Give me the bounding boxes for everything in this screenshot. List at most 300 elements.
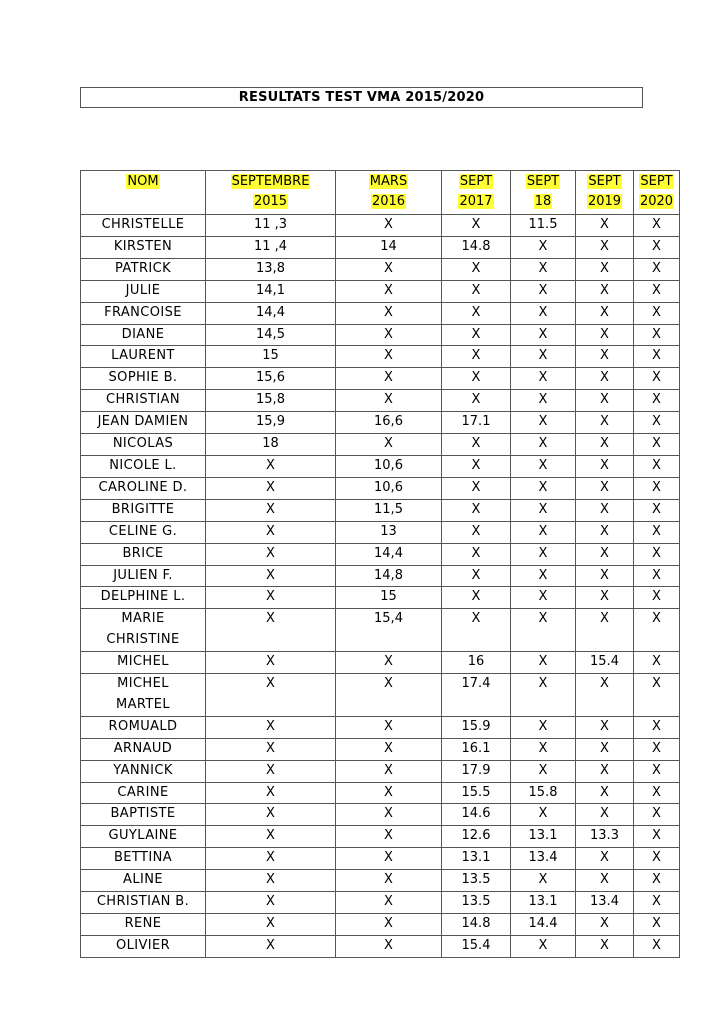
result-cell: X <box>336 760 442 782</box>
result-cell: X <box>442 543 511 565</box>
result-cell: X <box>576 914 634 936</box>
result-cell: X <box>576 499 634 521</box>
result-cell: 10,6 <box>336 477 442 499</box>
athlete-name-line: DIANE <box>121 326 165 342</box>
table-row <box>81 565 680 587</box>
result-cell: X <box>442 455 511 477</box>
athlete-name-cell <box>81 804 206 826</box>
athlete-name-cell <box>81 280 206 302</box>
result-cell: X <box>336 258 442 280</box>
result-cell: X <box>206 716 336 738</box>
table-row <box>81 782 680 804</box>
table-row <box>81 609 680 652</box>
athlete-name-line: MARIE <box>121 611 165 627</box>
result-cell: 17.9 <box>442 760 511 782</box>
result-cell: X <box>576 716 634 738</box>
result-cell: 11 ,4 <box>206 236 336 258</box>
result-cell: 13.5 <box>442 892 511 914</box>
result-cell: X <box>206 565 336 587</box>
result-cell: X <box>634 848 680 870</box>
result-cell: X <box>442 324 511 346</box>
result-cell: X <box>576 390 634 412</box>
result-cell: X <box>336 848 442 870</box>
result-cell: X <box>206 848 336 870</box>
result-cell: X <box>576 848 634 870</box>
table-row <box>81 652 680 674</box>
table-row <box>81 826 680 848</box>
athlete-name-line: CHRISTIAN <box>106 392 180 408</box>
result-cell: X <box>576 368 634 390</box>
athlete-name-cell <box>81 935 206 957</box>
result-cell: 14,8 <box>336 565 442 587</box>
table-row <box>81 258 680 280</box>
result-cell: 10,6 <box>336 455 442 477</box>
result-cell: X <box>511 521 576 543</box>
athlete-name-line: BETTINA <box>113 850 173 866</box>
result-cell: X <box>576 587 634 609</box>
result-cell: X <box>442 565 511 587</box>
header-sept-2020 <box>634 171 680 215</box>
table-row <box>81 412 680 434</box>
result-cell: X <box>634 302 680 324</box>
result-cell: 14.4 <box>511 914 576 936</box>
athlete-name-cell <box>81 652 206 674</box>
result-cell: X <box>511 280 576 302</box>
result-cell: 15.4 <box>576 652 634 674</box>
result-cell: X <box>511 477 576 499</box>
results-table-body <box>81 215 680 958</box>
athlete-name-line: NICOLE L. <box>109 457 177 473</box>
result-cell: X <box>576 782 634 804</box>
athlete-name-line: JULIEN F. <box>113 567 173 583</box>
result-cell: X <box>634 652 680 674</box>
result-cell: X <box>576 346 634 368</box>
table-row <box>81 848 680 870</box>
result-cell: X <box>511 716 576 738</box>
athlete-name-cell <box>81 455 206 477</box>
result-cell: X <box>634 412 680 434</box>
results-table <box>80 170 680 958</box>
result-cell: 13 <box>336 521 442 543</box>
result-cell: X <box>634 236 680 258</box>
result-cell: X <box>576 760 634 782</box>
result-cell: X <box>576 324 634 346</box>
result-cell: X <box>511 674 576 717</box>
result-cell: X <box>206 543 336 565</box>
header-label-line2: 2019 <box>587 194 622 209</box>
result-cell: X <box>336 804 442 826</box>
result-cell: X <box>206 935 336 957</box>
result-cell: X <box>442 609 511 652</box>
table-row <box>81 587 680 609</box>
athlete-name-line: MICHEL <box>117 654 169 670</box>
result-cell: X <box>576 280 634 302</box>
result-cell: X <box>634 477 680 499</box>
table-row <box>81 738 680 760</box>
result-cell: X <box>336 324 442 346</box>
athlete-name-cell <box>81 760 206 782</box>
result-cell: X <box>511 804 576 826</box>
result-cell: X <box>576 935 634 957</box>
table-row <box>81 935 680 957</box>
table-row <box>81 760 680 782</box>
table-row <box>81 455 680 477</box>
result-cell: X <box>511 455 576 477</box>
result-cell: X <box>336 826 442 848</box>
result-cell: X <box>576 215 634 237</box>
result-cell: X <box>511 587 576 609</box>
result-cell: X <box>511 434 576 456</box>
result-cell: X <box>576 455 634 477</box>
result-cell: X <box>634 738 680 760</box>
result-cell: 15,8 <box>206 390 336 412</box>
result-cell: 16,6 <box>336 412 442 434</box>
table-row <box>81 390 680 412</box>
athlete-name-cell <box>81 892 206 914</box>
result-cell: 13,8 <box>206 258 336 280</box>
result-cell: X <box>336 652 442 674</box>
result-cell: X <box>206 674 336 717</box>
result-cell: 14.6 <box>442 804 511 826</box>
result-cell: 16.1 <box>442 738 511 760</box>
table-row <box>81 236 680 258</box>
athlete-name-cell <box>81 587 206 609</box>
result-cell: X <box>634 914 680 936</box>
result-cell: X <box>511 609 576 652</box>
result-cell: 15.5 <box>442 782 511 804</box>
result-cell: X <box>336 346 442 368</box>
result-cell: 15.9 <box>442 716 511 738</box>
result-cell: 15 <box>336 587 442 609</box>
result-cell: X <box>442 477 511 499</box>
athlete-name-line: KIRSTEN <box>113 238 173 254</box>
athlete-name-line: MARTEL <box>116 696 170 712</box>
result-cell: X <box>634 390 680 412</box>
result-cell: X <box>336 368 442 390</box>
header-label-line2: 2016 <box>371 194 406 209</box>
header-sept-2019 <box>576 171 634 215</box>
athlete-name-cell <box>81 434 206 456</box>
result-cell: X <box>576 521 634 543</box>
result-cell: X <box>336 390 442 412</box>
result-cell: X <box>511 236 576 258</box>
result-cell: 14.8 <box>442 236 511 258</box>
result-cell: X <box>634 280 680 302</box>
athlete-name-line: BRICE <box>122 545 164 561</box>
result-cell: X <box>511 935 576 957</box>
result-cell: 15.8 <box>511 782 576 804</box>
result-cell: 13.4 <box>511 848 576 870</box>
athlete-name-line: BAPTISTE <box>110 806 176 822</box>
result-cell: X <box>511 565 576 587</box>
result-cell: X <box>336 935 442 957</box>
header-label-line1: SEPTEMBRE <box>231 174 310 189</box>
header-sept-2017 <box>442 171 511 215</box>
result-cell: X <box>511 543 576 565</box>
result-cell: X <box>634 258 680 280</box>
result-cell: X <box>206 782 336 804</box>
athlete-name-cell <box>81 499 206 521</box>
result-cell: 15,9 <box>206 412 336 434</box>
result-cell: X <box>336 674 442 717</box>
result-cell: X <box>206 870 336 892</box>
result-cell: 13.1 <box>511 892 576 914</box>
athlete-name-line: CHRISTELLE <box>101 217 185 232</box>
result-cell: X <box>206 914 336 936</box>
result-cell: X <box>511 738 576 760</box>
result-cell: X <box>634 455 680 477</box>
result-cell: X <box>206 477 336 499</box>
header-sept-18 <box>511 171 576 215</box>
athlete-name-cell <box>81 826 206 848</box>
header-label-line1: SEPT <box>459 174 493 189</box>
athlete-name-cell <box>81 543 206 565</box>
table-row <box>81 892 680 914</box>
result-cell: X <box>336 870 442 892</box>
header-label-line1: SEPT <box>526 174 560 189</box>
header-label-line1: SEPT <box>588 174 621 189</box>
athlete-name-line: MICHEL <box>117 676 169 692</box>
athlete-name-line: CHRISTIAN B. <box>96 894 190 910</box>
athlete-name-cell <box>81 390 206 412</box>
result-cell: X <box>442 368 511 390</box>
result-cell: 11.5 <box>511 215 576 237</box>
result-cell: 13.1 <box>442 848 511 870</box>
table-row <box>81 368 680 390</box>
result-cell: 17.4 <box>442 674 511 717</box>
table-row <box>81 499 680 521</box>
result-cell: X <box>442 280 511 302</box>
result-cell: X <box>634 804 680 826</box>
result-cell: X <box>634 760 680 782</box>
result-cell: X <box>634 609 680 652</box>
athlete-name-line: GUYLAINE <box>108 828 178 844</box>
result-cell: X <box>442 346 511 368</box>
header-mars-2016 <box>336 171 442 215</box>
result-cell: X <box>576 674 634 717</box>
result-cell: X <box>576 258 634 280</box>
result-cell: X <box>336 914 442 936</box>
result-cell: 13.4 <box>576 892 634 914</box>
table-row <box>81 804 680 826</box>
athlete-name-line: PATRICK <box>114 260 172 276</box>
result-cell: X <box>336 280 442 302</box>
result-cell: 14 <box>336 236 442 258</box>
athlete-name-cell <box>81 870 206 892</box>
result-cell: 15.4 <box>442 935 511 957</box>
result-cell: X <box>206 760 336 782</box>
table-row <box>81 324 680 346</box>
athlete-name-line: OLIVIER <box>115 937 171 953</box>
athlete-name-cell <box>81 477 206 499</box>
result-cell: 14,4 <box>336 543 442 565</box>
athlete-name-line: JULIE <box>125 282 161 298</box>
result-cell: X <box>336 215 442 237</box>
result-cell: X <box>442 434 511 456</box>
result-cell: X <box>511 870 576 892</box>
result-cell: X <box>511 346 576 368</box>
athlete-name-cell <box>81 914 206 936</box>
result-cell: X <box>206 826 336 848</box>
athlete-name-line: SOPHIE B. <box>108 370 178 386</box>
result-cell: X <box>206 521 336 543</box>
result-cell: X <box>634 521 680 543</box>
header-row <box>81 171 680 215</box>
athlete-name-line: NICOLAS <box>112 436 174 452</box>
athlete-name-cell <box>81 609 206 652</box>
result-cell: X <box>442 390 511 412</box>
athlete-name-cell <box>81 782 206 804</box>
header-nom <box>81 171 206 215</box>
result-cell: X <box>634 826 680 848</box>
table-row <box>81 870 680 892</box>
result-cell: X <box>511 258 576 280</box>
result-cell: X <box>634 782 680 804</box>
result-cell: X <box>442 587 511 609</box>
athlete-name-line: CELINE G. <box>108 523 178 539</box>
result-cell: X <box>511 368 576 390</box>
result-cell: X <box>336 716 442 738</box>
result-cell: X <box>511 760 576 782</box>
result-cell: X <box>206 587 336 609</box>
athlete-name-line: ARNAUD <box>113 740 173 756</box>
result-cell: 14,5 <box>206 324 336 346</box>
athlete-name-line: CARINE <box>117 784 169 800</box>
athlete-name-line: DELPHINE L. <box>100 589 186 605</box>
result-cell: X <box>336 302 442 324</box>
athlete-name-cell <box>81 674 206 717</box>
result-cell: 16 <box>442 652 511 674</box>
result-cell: X <box>634 892 680 914</box>
result-cell: 17.1 <box>442 412 511 434</box>
result-cell: X <box>634 499 680 521</box>
athlete-name-cell <box>81 324 206 346</box>
athlete-name-line: JEAN DAMIEN <box>97 414 189 430</box>
result-cell: 13.3 <box>576 826 634 848</box>
athlete-name-cell <box>81 258 206 280</box>
result-cell: X <box>442 302 511 324</box>
result-cell: X <box>634 434 680 456</box>
table-row <box>81 477 680 499</box>
result-cell: X <box>336 738 442 760</box>
athlete-name-line: CHRISTINE <box>106 632 180 648</box>
athlete-name-cell <box>81 346 206 368</box>
result-cell: X <box>576 804 634 826</box>
result-cell: X <box>634 346 680 368</box>
result-cell: X <box>634 935 680 957</box>
result-cell: X <box>576 434 634 456</box>
result-cell: X <box>511 499 576 521</box>
athlete-name-cell <box>81 412 206 434</box>
result-cell: X <box>206 738 336 760</box>
result-cell: X <box>442 215 511 237</box>
athlete-name-cell <box>81 236 206 258</box>
result-cell: 13.5 <box>442 870 511 892</box>
header-label-line1: SEPT <box>640 174 673 189</box>
table-row <box>81 543 680 565</box>
result-cell: X <box>634 215 680 237</box>
athlete-name-line: LAURENT <box>111 348 175 364</box>
result-cell: X <box>576 302 634 324</box>
athlete-name-cell <box>81 368 206 390</box>
result-cell: X <box>576 543 634 565</box>
result-cell: 11 ,3 <box>206 215 336 237</box>
result-cell: 14.8 <box>442 914 511 936</box>
result-cell: X <box>576 477 634 499</box>
table-row <box>81 346 680 368</box>
result-cell: X <box>511 652 576 674</box>
header-nom-label: NOM <box>127 174 159 189</box>
athlete-name-cell <box>81 215 206 237</box>
result-cell: X <box>576 412 634 434</box>
athlete-name-line: RENE <box>124 916 162 931</box>
result-cell: X <box>206 499 336 521</box>
result-cell: X <box>511 302 576 324</box>
athlete-name-cell <box>81 716 206 738</box>
result-cell: X <box>634 565 680 587</box>
result-cell: X <box>336 434 442 456</box>
result-cell: 12.6 <box>442 826 511 848</box>
result-cell: X <box>511 390 576 412</box>
result-cell: X <box>206 652 336 674</box>
athlete-name-line: ROMUALD <box>108 718 178 734</box>
result-cell: X <box>336 782 442 804</box>
athlete-name-line: ALINE <box>123 872 163 888</box>
result-cell: X <box>511 412 576 434</box>
athlete-name-cell <box>81 521 206 543</box>
athlete-name-cell <box>81 302 206 324</box>
athlete-name-cell <box>81 738 206 760</box>
athlete-name-cell <box>81 565 206 587</box>
result-cell: 15,6 <box>206 368 336 390</box>
result-cell: X <box>442 521 511 543</box>
result-cell: X <box>576 738 634 760</box>
athlete-name-line: BRIGITTE <box>111 501 175 517</box>
result-cell: X <box>206 804 336 826</box>
table-row <box>81 280 680 302</box>
header-label-line2: 2015 <box>253 194 288 209</box>
header-label-line2: 18 <box>534 194 552 209</box>
result-cell: X <box>206 455 336 477</box>
result-cell: X <box>634 587 680 609</box>
result-cell: X <box>206 892 336 914</box>
result-cell: X <box>576 236 634 258</box>
athlete-name-line: YANNICK <box>113 762 173 778</box>
result-cell: X <box>442 499 511 521</box>
table-row <box>81 716 680 738</box>
header-label-line2: 2017 <box>459 194 493 209</box>
athlete-name-line: FRANCOISE <box>104 304 182 320</box>
table-row <box>81 215 680 237</box>
table-row <box>81 434 680 456</box>
result-cell: X <box>576 565 634 587</box>
header-label-line2: 2020 <box>639 194 674 209</box>
athlete-name-line: CAROLINE D. <box>98 479 188 495</box>
result-cell: X <box>576 870 634 892</box>
document-title: RESULTATS TEST VMA 2015/2020 <box>80 87 643 108</box>
table-row <box>81 521 680 543</box>
result-cell: 14,4 <box>206 302 336 324</box>
result-cell: X <box>634 324 680 346</box>
result-cell: 11,5 <box>336 499 442 521</box>
result-cell: 14,1 <box>206 280 336 302</box>
result-cell: X <box>634 674 680 717</box>
result-cell: X <box>336 892 442 914</box>
result-cell: 18 <box>206 434 336 456</box>
header-label-line1: MARS <box>369 174 408 189</box>
result-cell: 15,4 <box>336 609 442 652</box>
result-cell: X <box>634 368 680 390</box>
